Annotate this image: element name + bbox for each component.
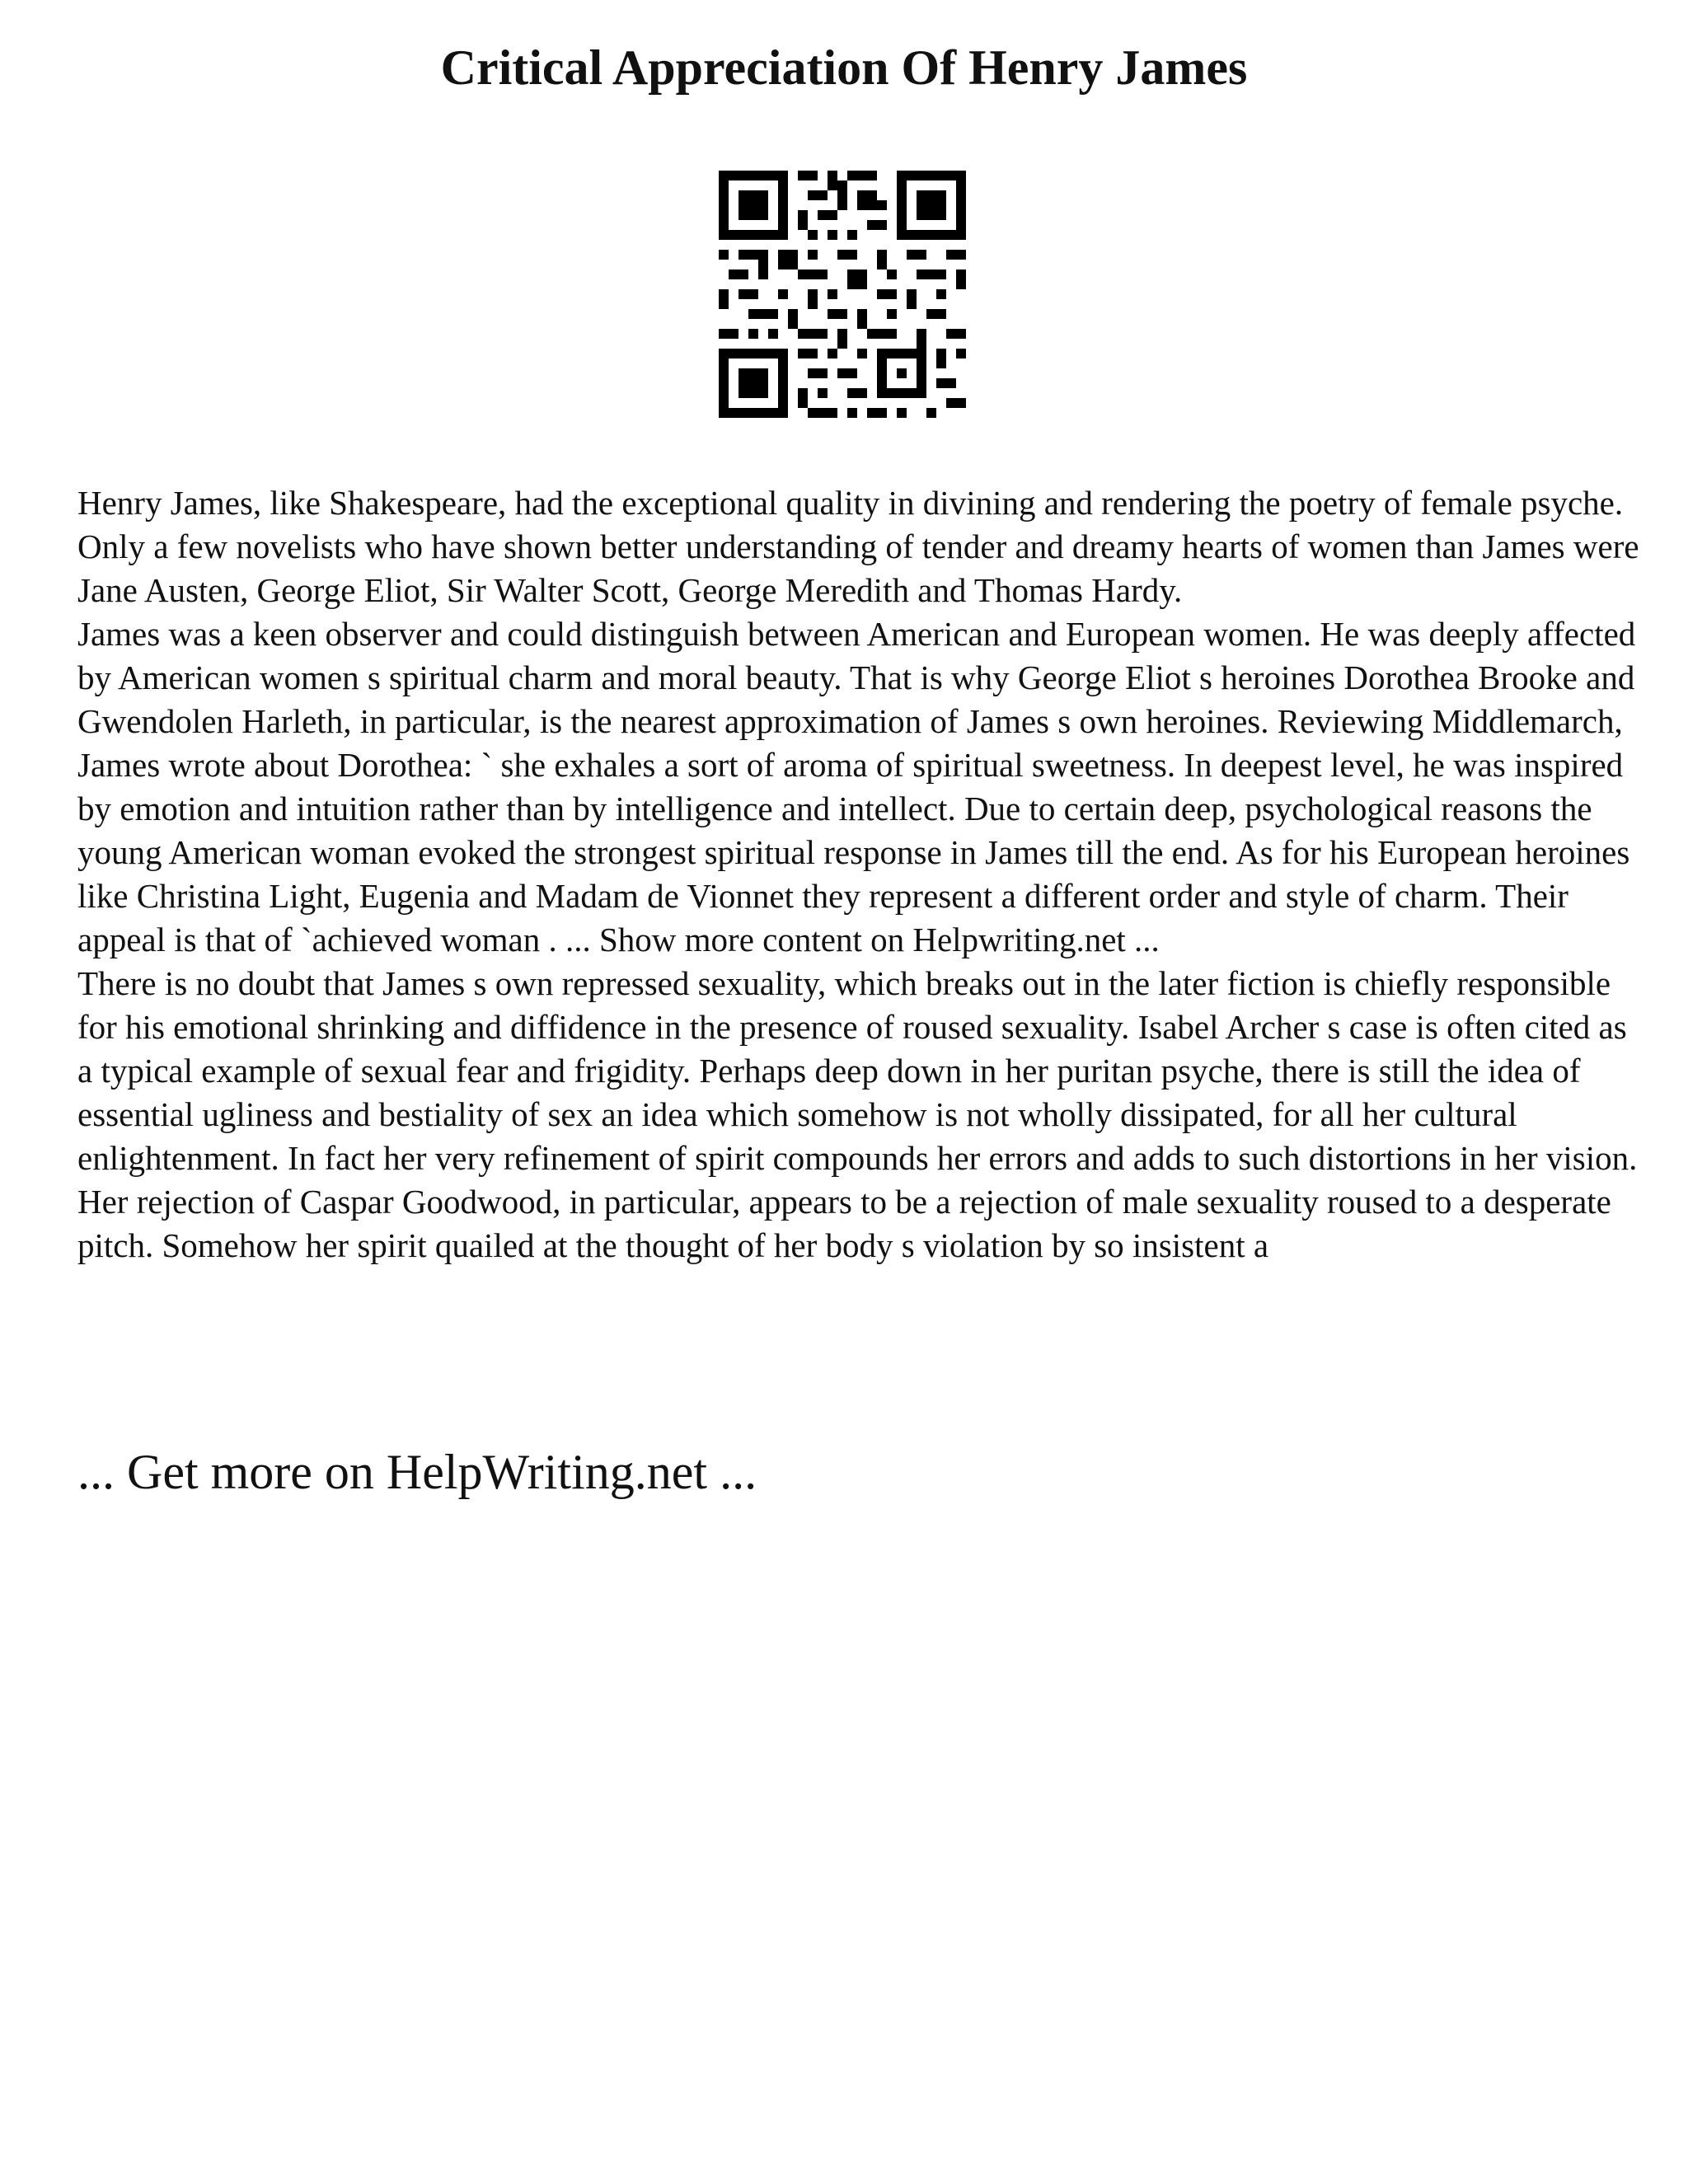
paragraph: There is no doubt that James s own repressed sexuality, which breaks out in the later fiction is chiefly responsible for his emotional shrinking and diffidence in the presence of roused sexuality. Isabel Archer s case is often cited as a typical example of sexual fear and frigidity. Perhaps deep down in her puritan psyche, there is still the idea of essential ugliness and bestiality of sex an idea which somehow is not wholly dissipated, for all her cultural enlightenment. In fact her very refinement of spirit compounds her errors and adds to such distortions in her vision. Her rejection of Caspar Goodwood, in particular, appears to be a rejection of male sexuality roused to a desperate pitch. Somehow her spirit quailed at the thought of her body s violation by so insistent a (77, 964, 1638, 1264)
paragraph: Henry James, like Shakespeare, had the exceptional quality in divining and rendering the poetry of female psyche. Only a few novelists who have shown better understanding of tender and dreamy hearts of women than James were Jane Austen, George Eliot, Sir Walter Scott, George Meredith and Thomas Hardy. (77, 484, 1639, 609)
page-title: Critical Appreciation Of Henry James (440, 40, 1248, 95)
get-more-link[interactable]: ... Get more on HelpWriting.net ... (77, 1445, 757, 1499)
qr-code-icon (719, 171, 966, 418)
article-body (77, 481, 1643, 1268)
paragraph: James was a keen observer and could distinguish between American and European women. He was deeply affected by American women s spiritual charm and moral beauty. That is why George Eliot s heroines Dorothea Brooke and Gwendolen Harleth, in particular, is the nearest approximation of James s own heroines. Reviewing Middlemarch, James wrote about Dorothea: ` she exhales a sort of aroma of spiritual sweetness. In deepest level, he was inspired by emotion and intuition rather than by intelligence and intellect. Due to certain deep, psychological reasons the young American woman evoked the strongest spiritual response in James till the end. As for his European heroines like Christina Light, Eugenia and Madam de Vionnet they represent a different order and style of charm. Their appeal is that of `achieved woman . ... Show more content on Helpwriting.net ... (77, 615, 1636, 958)
